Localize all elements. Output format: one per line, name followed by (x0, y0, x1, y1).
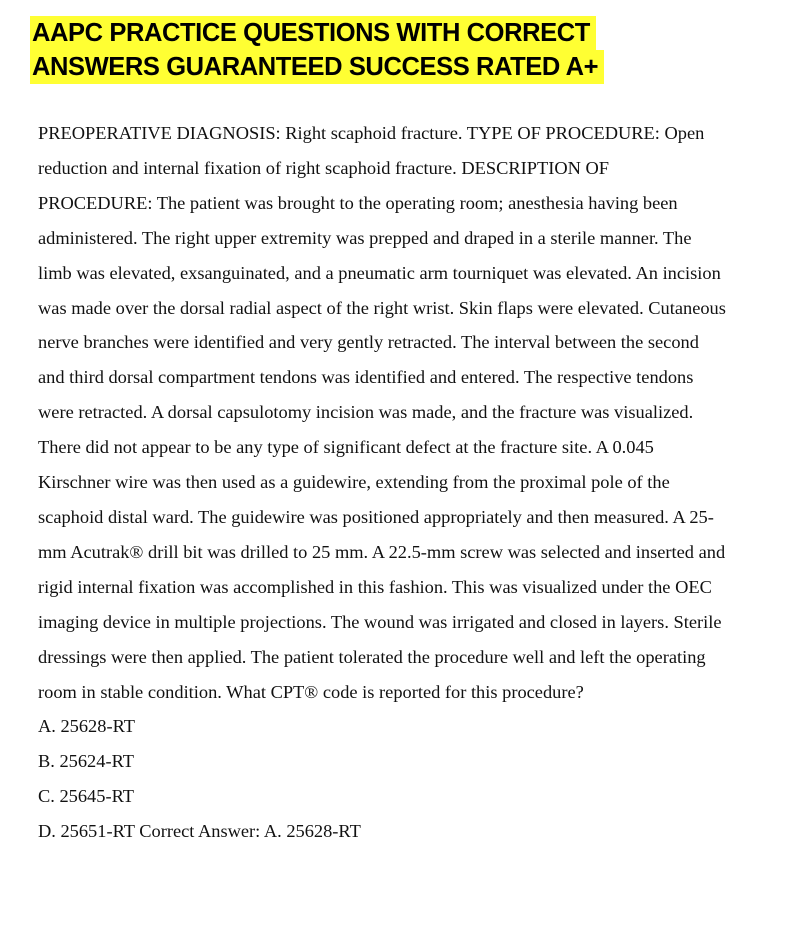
question-body (38, 116, 728, 849)
option-b: B. 25624-RT (38, 751, 134, 772)
option-d-with-answer: D. 25651-RT Correct Answer: A. 25628-RT (38, 821, 361, 842)
title-line-1: AAPC PRACTICE QUESTIONS WITH CORRECT (30, 16, 596, 50)
document-title (30, 16, 770, 84)
question-text: PREOPERATIVE DIAGNOSIS: Right scaphoid fracture. TYPE OF PROCEDURE: Open reduction and internal fixation of right scaphoid fracture. DESCRIPTION OF PROCEDURE: The patient was brought to the operating room; anesthesia having been administered. The right upper extremity was prepped and draped in a sterile manner. The limb was elevated, exsanguinated, and a pneumatic arm tourniquet was elevated. An incision was made over the dorsal radial aspect of the right wrist. Skin flaps were elevated. Cutaneous nerve branches were identified and very gently retracted. The interval between the second and third dorsal compartment tendons was identified and entered. The respective tendons were retracted. A dorsal capsulotomy incision was made, and the fracture was visualized. There did not appear to be any type of significant defect at the fracture site. A 0.045 Kirschner wire was then used as a guidewire, extending from the proximal pole of the scaphoid distal ward. The guidewire was positioned appropriately and then measured. A 25-mm Acutrak® drill bit was drilled to 25 mm. A 22.5-mm screw was selected and inserted and rigid internal fixation was accomplished in this fashion. This was visualized under the OEC imaging device in multiple projections. The wound was irrigated and closed in layers. Sterile dressings were then applied. The patient tolerated the procedure well and left the operating room in stable condition. What CPT® code is reported for this procedure? (38, 123, 726, 702)
option-c: C. 25645-RT (38, 786, 134, 807)
title-line-2: ANSWERS GUARANTEED SUCCESS RATED A+ (30, 50, 604, 84)
option-a: A. 25628-RT (38, 716, 135, 737)
